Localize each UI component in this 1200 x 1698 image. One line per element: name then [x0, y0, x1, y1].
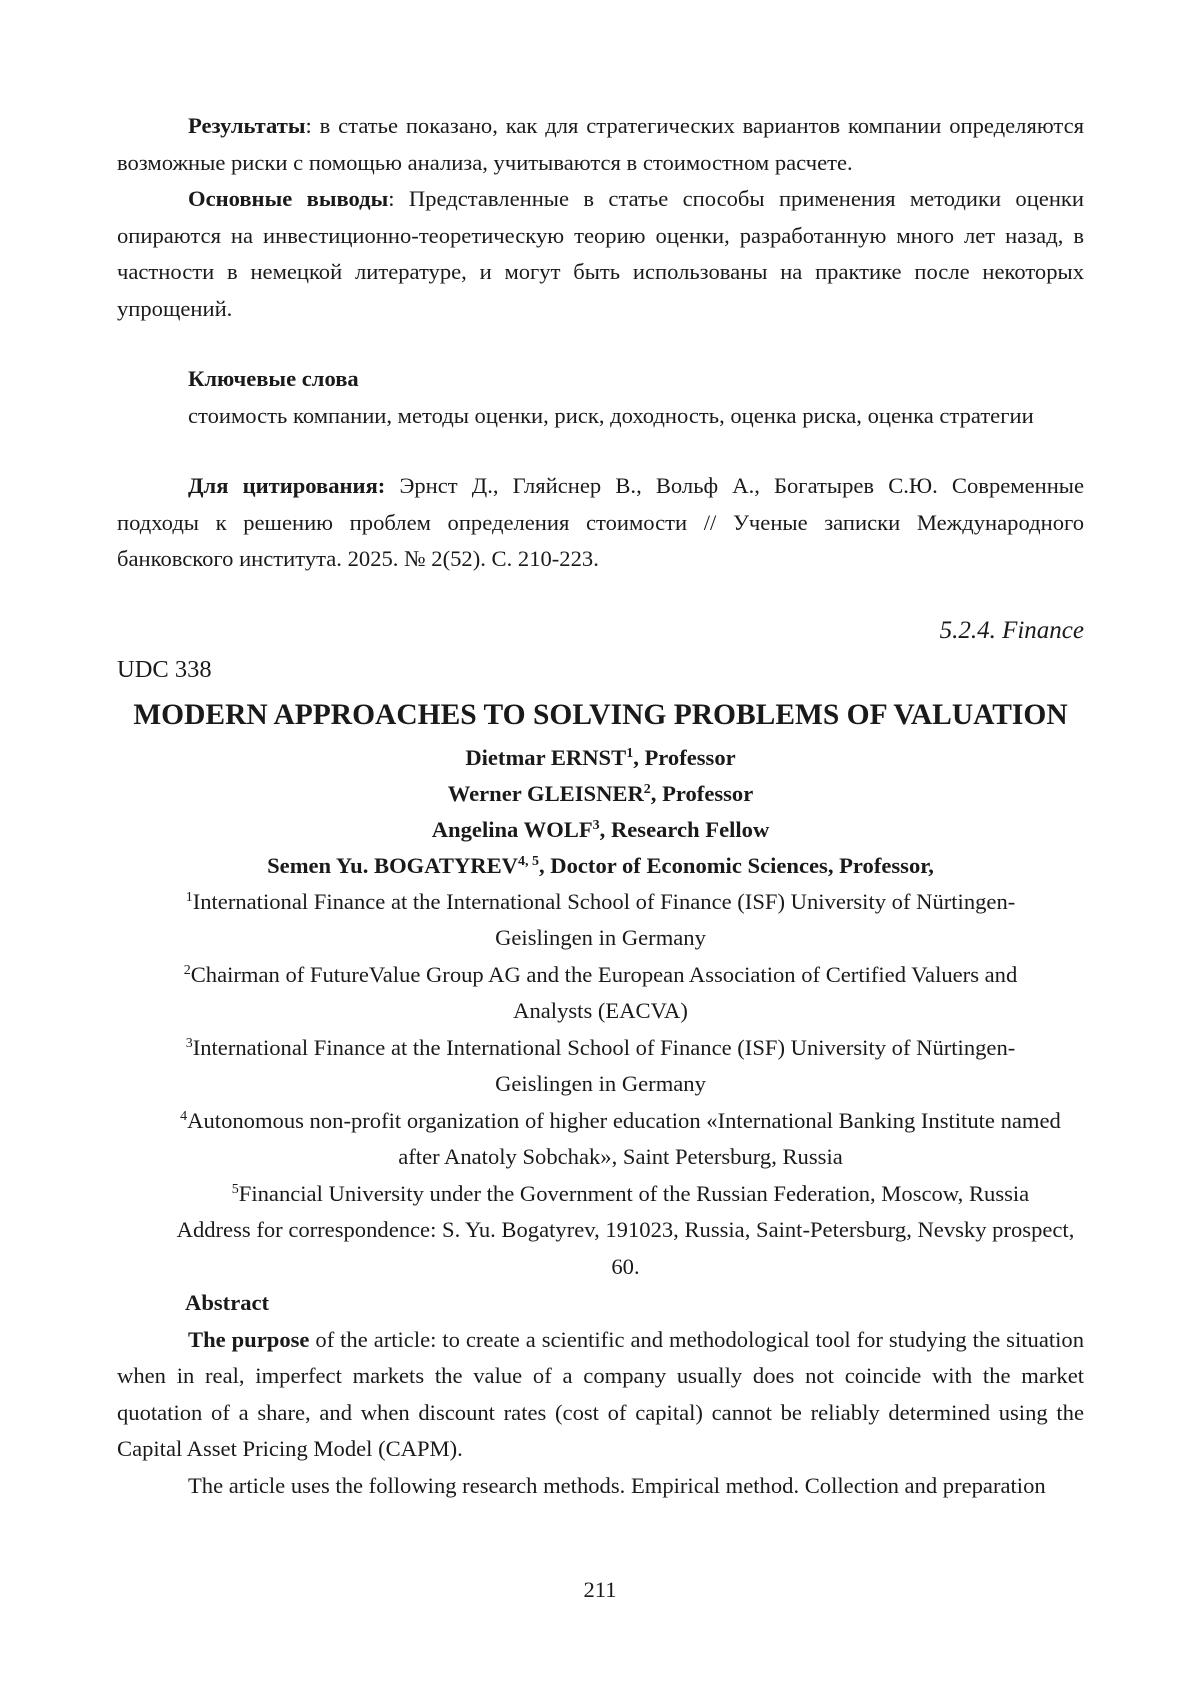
ru-conclusions-text: : Представленные в статье способы применения методики оценки опираются на инвестиционно-теоретическую теорию оценки, разработанную много лет назад, в частности в немецкой литературе, и могут быть использованы на практике после некоторых упрощений. — [117, 186, 1084, 321]
author-line — [117, 776, 1084, 812]
affiliation-item — [117, 1103, 1084, 1176]
affiliation-item — [117, 884, 1084, 957]
affiliation-text: Financial University under the Government of the Russian Federation, Moscow, Russia — [238, 1180, 1030, 1206]
author-role: , Professor — [633, 744, 736, 770]
abstract-purpose-label: The purpose — [188, 1326, 310, 1352]
ru-citation-paragraph — [117, 468, 1084, 578]
abstract-methods-paragraph: The article uses the following research methods. Empirical method. Collection and preparation — [188, 1472, 1046, 1498]
ru-keywords-text: стоимость компании, методы оценки, риск, доходность, оценка риска, оценка стратегии — [188, 402, 1034, 428]
affiliation-item — [117, 1176, 1084, 1213]
author-role: , Research Fellow — [599, 816, 770, 842]
ru-results-label: Результаты — [188, 113, 306, 138]
ru-results-paragraph — [117, 108, 1084, 181]
ru-conclusions-paragraph — [117, 181, 1084, 327]
affiliation-item — [117, 957, 1084, 1030]
author-line — [117, 740, 1084, 776]
author-role: , Professor — [650, 780, 754, 806]
author-sup: 4, 5 — [517, 853, 539, 869]
author-sup: 3 — [592, 817, 600, 833]
abstract-purpose-text: of the article: to create a scientific and methodological tool for studying the situation when in real, imperfect markets the value of a company usually does not coincide with the market quotation of a share, and when discount rates (cost of capital) cannot be reliably determined using the Capital Asset Pricing Model (CAPM). — [117, 1326, 1084, 1461]
affiliation-sup: 4 — [180, 1108, 188, 1124]
affiliation-text: International Finance at the International School of Finance (ISF) University of Nürtingen-Geislingen in Germany — [192, 1034, 1016, 1096]
ru-citation-label: Для цитирования: — [188, 473, 386, 498]
author-list — [117, 740, 1084, 884]
author-line — [117, 812, 1084, 848]
author-name: Semen Yu. BOGATYREV — [267, 852, 518, 878]
author-name: Dietmar ERNST — [465, 744, 627, 770]
author-sup: 1 — [626, 745, 634, 761]
affiliation-text: International Finance at the International School of Finance (ISF) University of Nürtingen-Geislingen in Germany — [192, 888, 1016, 950]
ru-results-text: : в статье показано, как для стратегических вариантов компании определяются возможные риски с помощью анализа, учитываются в стоимостном расчете. — [117, 113, 1084, 175]
ru-citation-text: Эрнст Д., Гляйснер В., Вольф А., Богатырев С.Ю. Современные подходы к решению проблем определения стоимости // Ученые записки Международного банковского института. 2025. № 2(52). С. 210-223. — [117, 473, 1085, 571]
correspondence-address: Address for correspondence: S. Yu. Bogatyrev, 191023, Russia, Saint-Petersburg, Nevsky prospect, 60. — [176, 1217, 1075, 1279]
affiliation-text: Chairman of FutureValue Group AG and the European Association of Certified Valuers and Analysts (EACVA) — [190, 961, 1018, 1023]
ru-keywords-label: Ключевые слова — [188, 366, 359, 391]
affiliation-text: Autonomous non-profit organization of higher education «International Banking Institute named after Anatoly Sobchak», Saint Petersburg, Russia — [187, 1107, 1061, 1169]
affiliation-list — [117, 884, 1084, 1286]
abstract-purpose-paragraph — [117, 1322, 1084, 1468]
ru-conclusions-label: Основные выводы — [188, 186, 389, 211]
affiliation-sup: 2 — [183, 962, 191, 978]
affiliation-sup: 3 — [185, 1035, 193, 1051]
affiliation-sup: 5 — [231, 1181, 239, 1197]
abstract-heading: Abstract — [185, 1290, 270, 1315]
author-role: , Doctor of Economic Sciences, Professor, — [538, 852, 934, 878]
specialty-code: 5.2.4. Finance — [939, 616, 1084, 644]
author-name: Werner GLEISNER — [447, 780, 644, 806]
author-name: Angelina WOLF — [431, 816, 593, 842]
affiliation-sup: 1 — [185, 889, 193, 905]
page-number: 211 — [583, 1577, 617, 1602]
udc-code: UDC 338 — [117, 655, 212, 683]
affiliation-item — [117, 1030, 1084, 1103]
article-title: MODERN APPROACHES TO SOLVING PROBLEMS OF VALUATION — [133, 698, 1068, 731]
author-line — [117, 848, 1084, 884]
author-sup: 2 — [643, 781, 651, 797]
